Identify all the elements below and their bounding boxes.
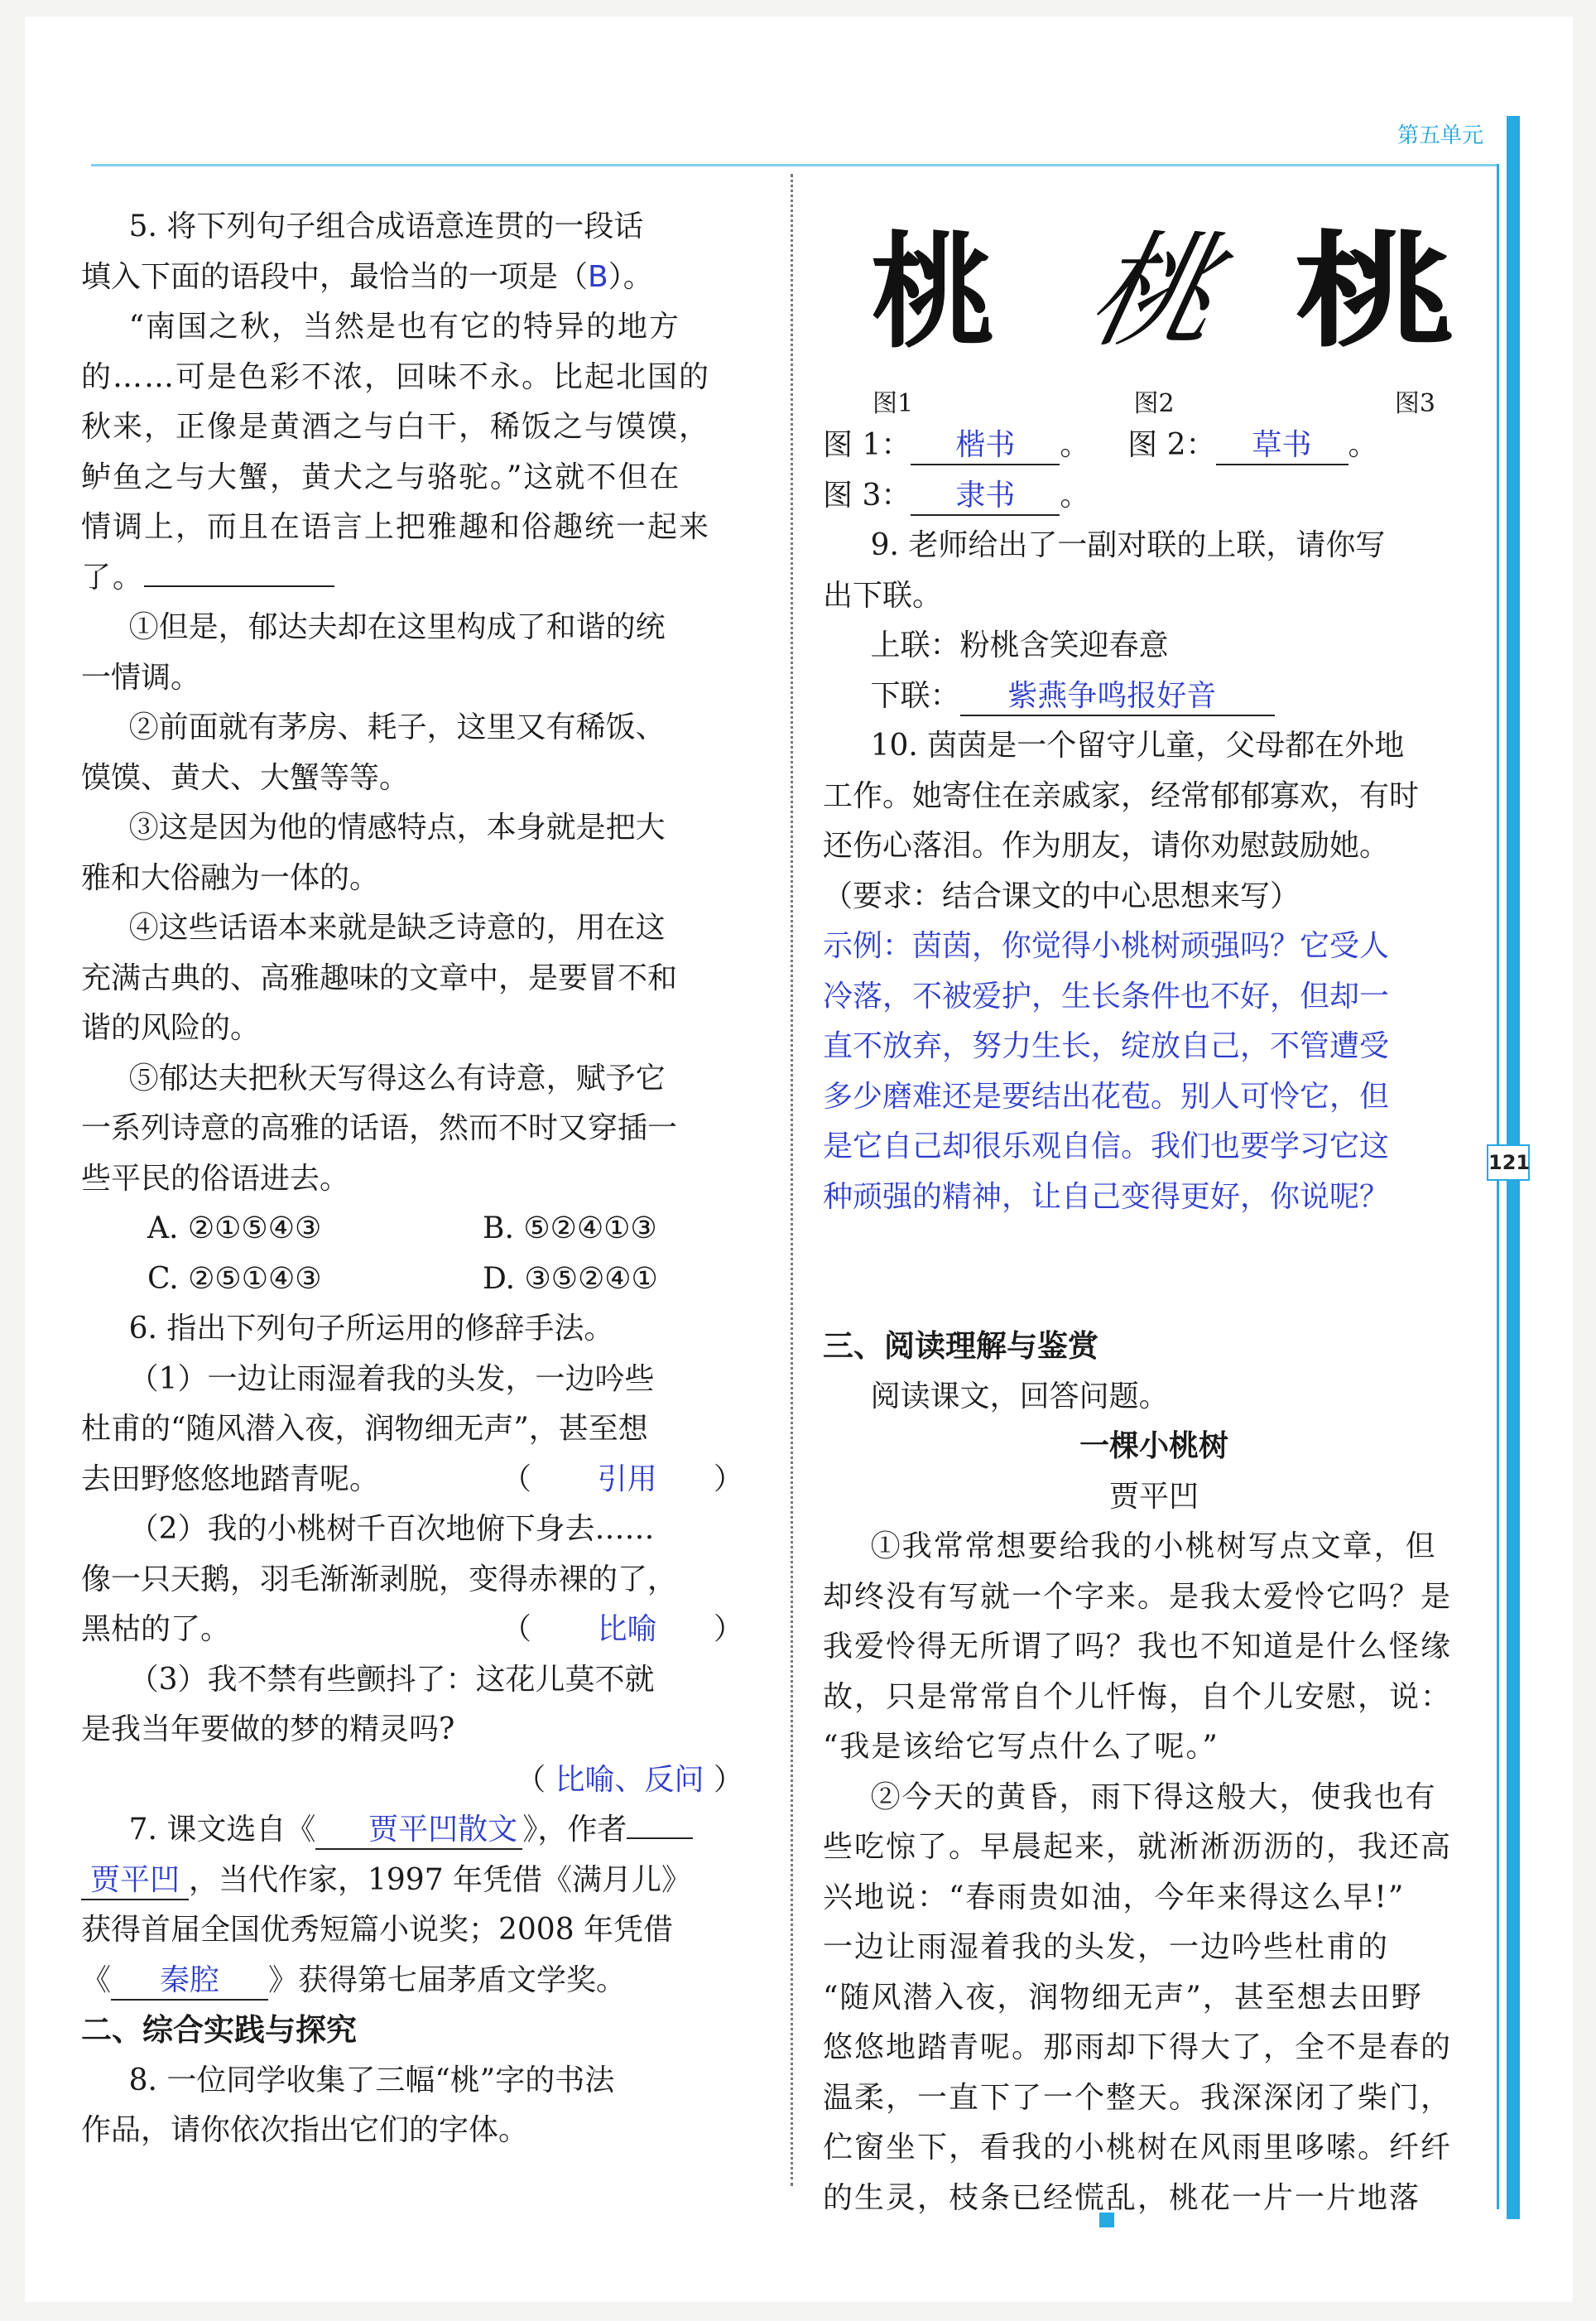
section-2-heading: 二、综合实践与探究 <box>81 2012 357 2048</box>
unit-tag: 第五单元 <box>1396 123 1483 148</box>
article-paragraph-1: ①我常常想要给我的小桃树写点文章，但 却终没有写就一个字来。是我太爱怜它吗？是 我爱怜得无所谓了吗？我也不知道是什么怪缘 故，只是常常自个儿忏悔，自个儿安慰，说： “我是该给它写点什么了呢。” <box>823 1529 1453 1764</box>
q7-collection-answer: 贾平凹散文 <box>315 1812 522 1850</box>
q8-line1: 8. 一位同学收集了三幅“桃”字的书法 <box>128 2063 615 2097</box>
q5-sentence-1: ①但是，郁达夫却在这里构成了和谐的统 <box>128 610 666 644</box>
couplet-lower: 下联： 紫燕争鸣报好音 <box>823 672 1485 722</box>
fig3-answer-line: 图 3： 隶书 。 <box>823 471 1485 522</box>
q10-line1: 10. 茵茵是一个留守儿童，父母都在外地 <box>870 729 1405 763</box>
q7-line3: 获得首届全国优秀短篇小说奖；2008 年凭借 <box>81 1913 674 1947</box>
q5-passage: “南国之秋，当然是也有它的特异的地方 的……可是色彩不浓，回味不永。比起北国的 秋来，正像是黄酒之与白干，稀饭之与馍馍， 鲈鱼之与大蟹，黄犬之与骆驼。”这就不但在 情调上，而且在语言上把雅趣和俗趣统一起来 了。 <box>81 310 711 595</box>
side-rule-thin <box>1497 164 1499 2209</box>
q6-title: 6. 指出下列句子所运用的修辞手法。 <box>128 1312 614 1346</box>
q5-answer: B <box>588 259 608 294</box>
couplet-upper: 上联：粉桃含笑迎春意 <box>870 628 1169 662</box>
q8-line2: 作品，请你依次指出它们的字体。 <box>81 2113 529 2147</box>
calligraphy-figures <box>823 197 1485 388</box>
reading-instruction: 阅读课文，回答问题。 <box>870 1379 1169 1413</box>
q6-2-answer: 比喻 <box>597 1612 657 1646</box>
q7-line1: 7. 课文选自《 贾平凹散文 》，作者 <box>81 1805 743 1856</box>
q6-1-answer-line: 去田野悠悠地踏青呢。 （ 引用 ） <box>81 1455 743 1505</box>
fig1-answer: 楷书 <box>911 427 1060 465</box>
q6-3-answer-line: （ 比喻、反问 ） <box>516 1762 743 1797</box>
q7-novel-answer: 秦腔 <box>111 1962 268 2001</box>
q5-options-cd <box>81 1254 743 1305</box>
page-number: 121 <box>1487 1144 1530 1181</box>
q5-sentence-5: ⑤郁达夫把秋天写得这么有诗意，赋予它 <box>128 1061 666 1095</box>
option-b: B. ⑤②④①③ <box>483 1211 657 1245</box>
q7-author-answer: 贾平凹 <box>81 1862 189 1900</box>
fig2-answer: 草书 <box>1216 427 1348 465</box>
q6-3-answer: 比喻、反问 <box>555 1762 704 1797</box>
option-a: A. ②①⑤④③ <box>147 1211 322 1245</box>
left-column: 5. 将下列句子组合成语意连贯的一段话 填入下面的语段中，最恰当的一项是（B）。 “南国之秋，当然是也有它的特异的地方 的……可是色彩不浓，回味不永。比起北国的 秋来，正像是黄酒之与白干，稀饭之与馍馍， 鲈鱼之与大蟹，黄犬之与骆驼。”这就不但在 情调上，而且在语言上把雅趣和俗趣统一起来 了。 ①但是，郁达夫却在这里构成了和谐的统 一情调。 ②前面就有茅房、耗子，这里又有稀饭、 馍馍、黄犬、大蟹等等。 ③这是因为他的情感特点，本身就是把大 雅和大俗融为一体的。 ④这些话语本来就是缺乏诗意的，用在这 充满古典的、高雅趣味的文章中，是要冒不和 谐的风险的。 ⑤郁达夫把秋天写得这么有诗意，赋予它 一系列诗意的高雅的话语，然而不时又穿插一 些平民的俗语进去。 A. ②①⑤④③ B. ⑤②④①③ C. ②⑤①④③ D. ③⑤②④① 6. 指出下列句子所运用的修辞手法。 （1）一边让雨湿着我的头发，一边吟些 杜甫的“随风潜入夜，润物细无声”，甚至想 去田野悠悠地踏青呢。 （ 引用 ） （2）我的小桃树千百次地俯下身去…… 像一只天鹅，羽毛渐渐剥脱，变得赤裸的了， 黑枯的了。 （ 比喻 ） （3）我不禁有些颤抖了：这花儿莫不就 是我当年要做的梦的精灵吗? （ 比喻、反问 ） 7. 课文选自《 贾平凹散文 》，作者 贾平凹 ，当代作家，1997 年凭借《满月儿》 获得首届全国优秀短篇小说奖；2008 年凭借 《 秦腔 》获得第七届茅盾文学奖。 二、综合实践与探究 8. 一位同学收集了三幅“桃”字的书法 作品，请你依次指出它们的字体。 <box>81 202 743 2156</box>
article-author: 贾平凹 <box>1108 1479 1199 1514</box>
q5-sentence-4: ④这些话语本来就是缺乏诗意的，用在这 <box>128 911 666 945</box>
q5-sentence-2: ②前面就有茅房、耗子，这里又有稀饭、 <box>128 710 666 744</box>
calligraphy-fig3: 桃 <box>1294 220 1456 364</box>
fig3-answer: 隶书 <box>911 478 1060 516</box>
calligraphy-fig1: 桃 <box>871 219 996 365</box>
calligraphy-fig2: 桃 <box>1076 220 1232 364</box>
q5-sentence-3: ③这是因为他的情感特点，本身就是把大 <box>128 811 666 845</box>
top-rule <box>91 164 1498 166</box>
q9-line1: 9. 老师给出了一副对联的上联，请你写 <box>870 528 1386 562</box>
q7-line4: 《 秦腔 》获得第七届茅盾文学奖。 <box>81 1956 743 2006</box>
article-paragraph-2: ②今天的黄昏，雨下得这般大，使我也有 些吃惊了。早晨起来，就淅淅沥沥的，我还高 兴地说：“春雨贵如油，今年来得这么早!” 一边让雨湿着我的头发，一边吟些杜甫的 “随风潜入夜，润物细无声”，甚至想去田野 悠悠地踏青呢。那雨却下得大了，全不是春的 温柔，一直下了一个整天。我深深闭了柴门， 伫窗坐下，看我的小桃树在风雨里哆嗦。纤纤 的生灵，枝条已经慌乱，桃花一片一片地落 <box>823 1779 1453 2215</box>
couplet-lower-answer: 紫燕争鸣报好音 <box>960 678 1275 716</box>
q7-line2: 贾平凹 ，当代作家，1997 年凭借《满月儿》 <box>81 1856 743 1906</box>
option-d: D. ③⑤②④① <box>483 1261 658 1296</box>
section-3-heading: 三、阅读理解与鉴赏 <box>823 1328 1098 1364</box>
fig1-2-answers: 图 1： 楷书 。 图 2： 草书 。 <box>823 421 1485 471</box>
q5-line2: 填入下面的语段中，最恰当的一项是（B）。 <box>81 259 653 294</box>
q5-line1: 5. 将下列句子组合成语意连贯的一段话 <box>128 209 644 243</box>
article-title: 一棵小桃树 <box>1079 1429 1228 1463</box>
column-divider <box>791 174 793 2186</box>
q6-1-answer: 引用 <box>597 1461 657 1496</box>
option-c: C. ②⑤①④③ <box>147 1261 322 1296</box>
q9-line2: 出下联。 <box>823 578 943 613</box>
figure-captions: 图1 图2 图3 <box>873 389 1435 418</box>
q6-2-answer-line: 黑枯的了。 （ 比喻 ） <box>81 1605 743 1655</box>
right-column: 桃 桃 桃 图1 图2 图3 图 1： 楷书 。 图 2： 草书 。 图 3： 隶书 。 9. 老师给出了一副对联的上联，请你写 出下联。 上联：粉桃含笑迎春意 下联： 紫燕争鸣报好音 10. 茵茵是一个留守儿童，父母都在外地 工作。她寄住在亲戚家，经常郁郁寡欢，有时 还伤心落泪。作为朋友，请你劝慰鼓励她。 （要求：结合课文的中心思想来写） 示例：茵茵，你觉得小桃树顽强吗？它受人 冷落，不被爱护，生长条件也不好，但却一 直不放弃，努力生长，绽放自己，不管遭受 多少磨难还是要结出花苞。别人可怜它，但 是它自己却很乐观自信。我们也要学习它这 种顽强的精神，让自己变得更好，你说呢？ 三、阅读理解与鉴赏 阅读课文，回答问题。 一棵小桃树 贾平凹 ①我常常想要给我的小桃树写点文章，但 却终没有写就一个字来。是我太爱怜它吗？是 我爱怜得无所谓了吗？我也不知道是什么怪缘 故，只是常常自个儿忏悔，自个儿安慰，说： “我是该给它写点什么了呢。” ②今天的黄昏，雨下得这般大，使我也有 些吃惊了。早晨起来，就淅淅沥沥的，我还高 兴地说：“春雨贵如油，今年来得这么早!” 一边让雨湿着我的头发，一边吟些杜甫的 “随风潜入夜，润物细无声”，甚至想去田野 悠悠地踏青呢。那雨却下得大了，全不是春的 温柔，一直下了一个整天。我深深闭了柴门， 伫窗坐下，看我的小桃树在风雨里哆嗦。纤纤 的生灵，枝条已经慌乱，桃花一片一片地落 <box>823 202 1485 2223</box>
q10-answer: 示例：茵茵，你觉得小桃树顽强吗？它受人 冷落，不被爱护，生长条件也不好，但却一 直不放弃，努力生长，绽放自己，不管遭受 多少磨难还是要结出花苞。别人可怜它，但 是它自己却很乐观自信。我们也要学习它这 种顽强的精神，让自己变得更好，你说呢？ <box>823 929 1390 1214</box>
q5-options-ab <box>81 1204 743 1254</box>
